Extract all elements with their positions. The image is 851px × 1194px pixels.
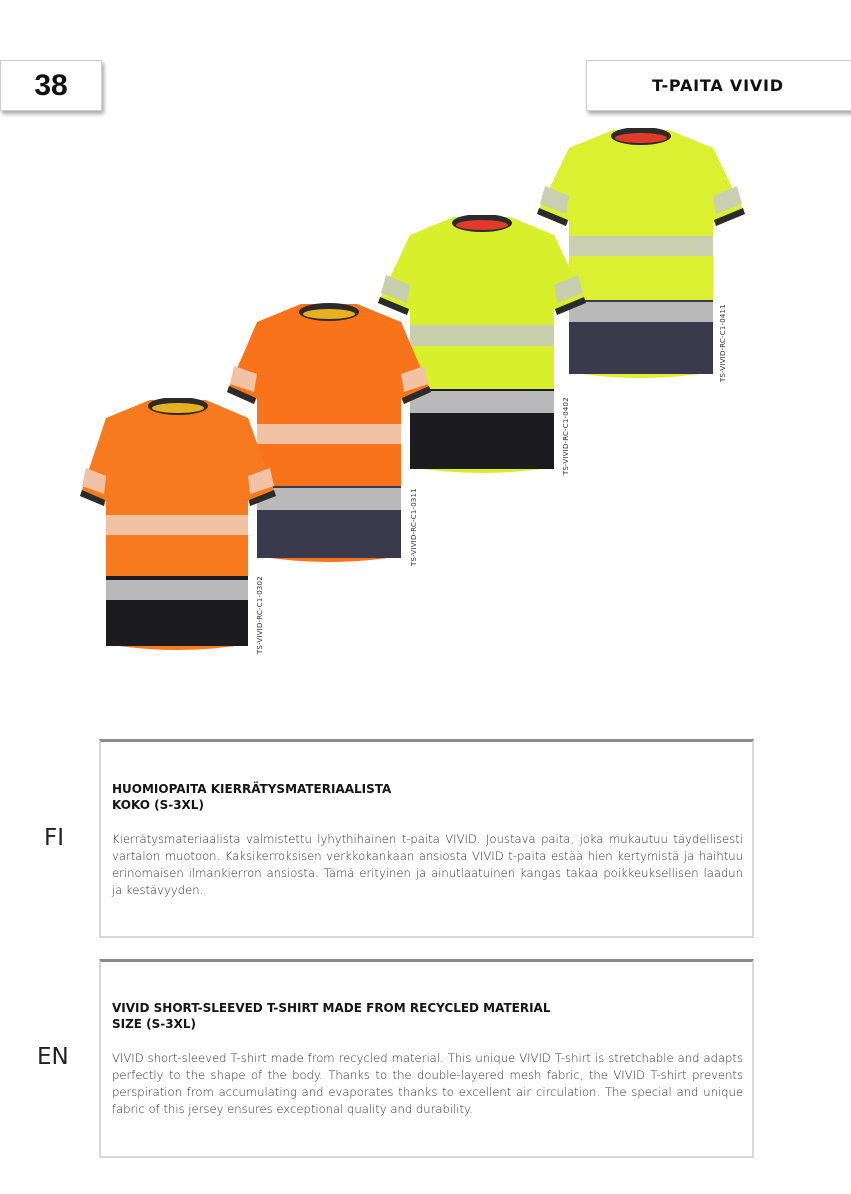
reflective-stripe-lower: [569, 302, 713, 322]
description-box-en: [99, 959, 754, 1158]
reflective-stripe-chest: [569, 236, 713, 256]
collar-stripe: [152, 403, 204, 413]
reflective-stripe-lower: [257, 488, 401, 510]
product-code: TS-VIVID-RC-C1-0402: [562, 397, 570, 475]
product-image-tshirt-1: [78, 398, 278, 654]
collar-stripe: [615, 133, 667, 143]
product-code: TS-VIVID-RC-C1-0302: [256, 576, 264, 654]
language-label-en: EN: [37, 1044, 69, 1070]
page-number-tab: [0, 60, 102, 111]
reflective-stripe-chest: [106, 515, 248, 535]
reflective-stripe-lower: [106, 580, 248, 600]
heading-line2: KOKO (S-3XL): [112, 798, 204, 812]
reflective-stripe-chest: [257, 424, 401, 444]
header-title: T-PAITA VIVID: [652, 76, 784, 95]
collar-stripe: [303, 309, 355, 319]
page-number: 38: [34, 69, 68, 102]
collar-stripe: [456, 220, 508, 230]
description-box-fi: [99, 739, 754, 938]
tshirt-graphic: [80, 398, 276, 650]
heading-line2: SIZE (S-3XL): [112, 1017, 197, 1031]
description-text: Kierrätysmateriaalista valmistettu lyhythihainen t-paita VIVID. Joustava paita, joka mukautuu täydellisesti vartalon muotoon. Kaksikerroksisen verkkokankaan ansiosta VIVID t-paita estää hien kertymistä ja haihtuu erinomaisen ilmankierron ansiosta. Tämä erityinen ja ainutlaatuinen kangas takaa poikkeuksellisen laadun ja kestävyyden.: [112, 832, 743, 897]
language-label-fi: FI: [44, 825, 65, 851]
header-title-tab: [586, 60, 851, 111]
description-text: VIVID short-sleeved T-shirt made from recycled material. This unique VIVID T-shirt is stretchable and adapts perfectly to the shape of the body. Thanks to the double-layered mesh fabric, the VIVID T-shirt prevents perspiration from accumulating and evaporates thanks to excellent air circulation. The special and unique fabric of this jersey ensures exceptional quality and durability.: [112, 1051, 743, 1116]
product-code: TS-VIVID-RC-C1-0411: [719, 304, 727, 382]
heading-line1: HUOMIOPAITA KIERRÄTYSMATERIAALISTA: [112, 782, 392, 796]
heading-line1: VIVID SHORT-SLEEVED T-SHIRT MADE FROM RECYCLED MATERIAL: [112, 1001, 551, 1015]
product-code: TS-VIVID-RC-C1-0311: [410, 488, 418, 566]
